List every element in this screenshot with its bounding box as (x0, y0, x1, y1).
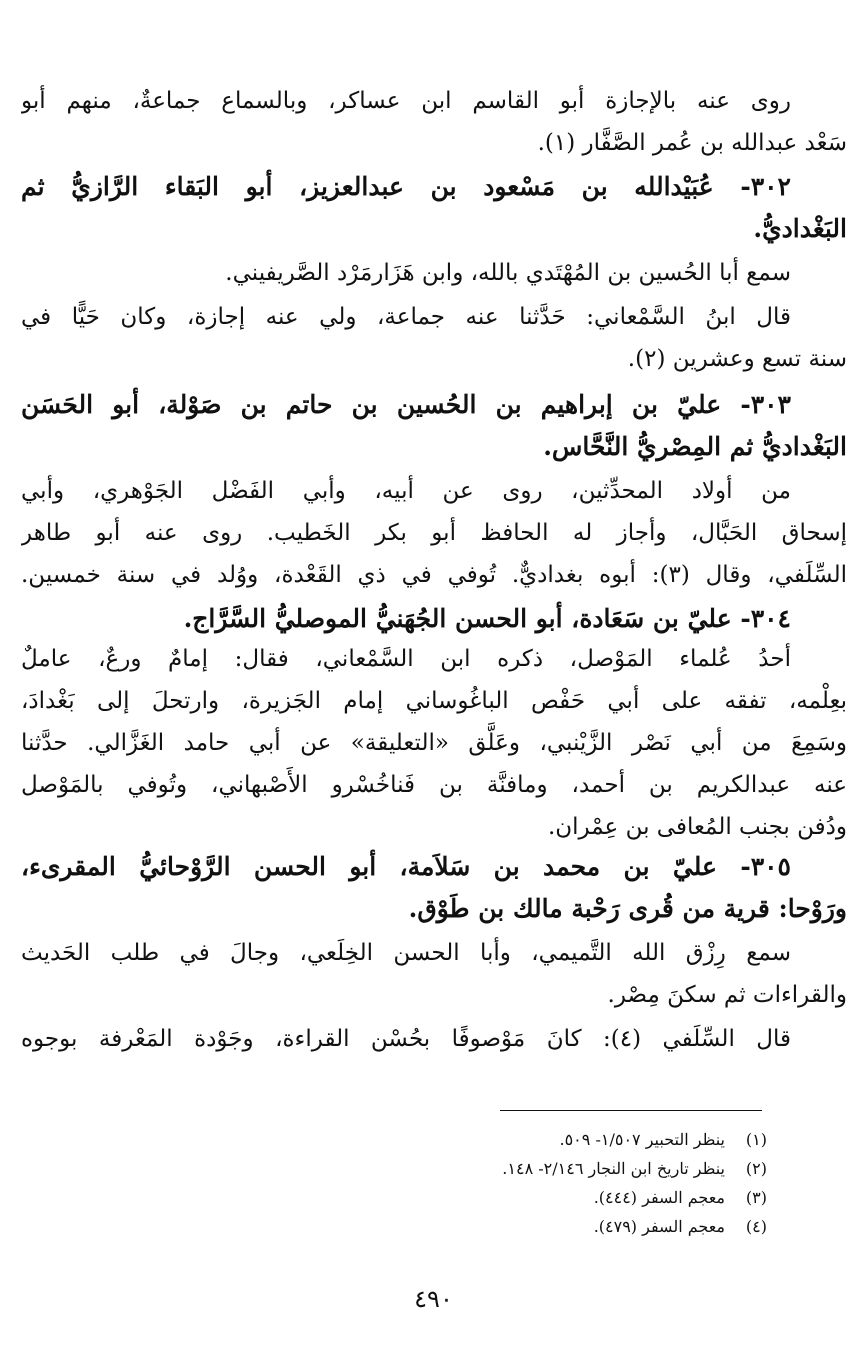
footnotes (167, 1125, 767, 1241)
text-line: السِّلَفي، وقال (٣): أبوه بغداديٌّ. تُوفي في ذي القَعْدة، ووُلد في سنة خمسين. (21, 562, 847, 588)
text-line: قال ابنُ السَّمْعاني: حَدَّثنا عنه جماعة، ولي عنه إجازة، وكان حَيًّا في (21, 304, 791, 330)
footnote-text: معجم السفر (٤٤٤). (593, 1188, 725, 1207)
text-line: ودُفن بجنب المُعافى بن عِمْران. (547, 814, 847, 840)
text-line: عنه عبدالكريم بن أحمد، ومافنَّة بن فَناخُسْرو الأَصْبهاني، وتُوفي بالمَوْصل (21, 772, 847, 798)
entry-heading-305 (21, 846, 847, 930)
footnote-divider (500, 1110, 762, 1111)
footnote-number: (١) (745, 1130, 767, 1149)
text-line: من أولاد المحدِّثين، روى عن أبيه، وأبي الفَضْل الجَوْهري، وأبي (21, 478, 791, 504)
text-line: أحدُ عُلماء المَوْصل، ذكره ابن السَّمْعاني، فقال: إمامٌ ورعٌ، عاملٌ (21, 646, 791, 672)
paragraph (21, 252, 847, 294)
paragraph (21, 296, 847, 380)
footnote (167, 1183, 767, 1212)
heading-line: ٣٠٢- عُبَيْدالله بن مَسْعود بن عبدالعزيز، أبو البَقاء الرَّازيُّ ثم (21, 172, 791, 201)
text-line: سَعْد عبدالله بن عُمر الصَّفَّار (١). (537, 130, 847, 156)
footnote (167, 1154, 767, 1183)
footnote-number: (٤) (745, 1217, 767, 1236)
heading-line: ٣٠٥- عليّ بن محمد بن سَلاَمة، أبو الحسن الرَّوْحائيُّ المقرىء، (21, 852, 791, 881)
footnote-text: ينظر التحبير ١/٥٠٧- ٥٠٩. (559, 1130, 725, 1149)
entry-heading-302 (21, 166, 847, 250)
text-line: والقراءات ثم سكنَ مِصْر. (607, 982, 847, 1008)
paragraph (21, 1018, 847, 1060)
entry-heading-303 (21, 384, 847, 468)
text-line: قال السِّلَفي (٤): كانَ مَوْصوفًا بحُسْن القراءة، وجَوْدة المَعْرفة بوجوه (21, 1026, 791, 1052)
text-line: روى عنه بالإجازة أبو القاسم ابن عساكر، وبالسماع جماعةٌ، منهم أبو (21, 88, 791, 114)
footnote-text: ينظر تاريخ ابن النجار ٢/١٤٦- ١٤٨. (502, 1159, 725, 1178)
footnote-number: (٣) (745, 1188, 767, 1207)
text-line: إسحاق الحَبَّال، وأجاز له الحافظ أبو بكر الخَطيب. روى عنه أبو طاهر (21, 520, 847, 546)
text-line: سمع رِزْق الله التَّميمي، وأبا الحسن الخِلَعي، وجالَ في طلب الحَديث (21, 940, 791, 966)
text-line: وسَمِعَ من أبي نَصْر الزَّيْنبي، وعَلَّق «التعليقة» عن أبي حامد الغَزَّالي. حدَّثنا (21, 730, 847, 756)
text-line: بعِلْمه، تفقه على أبي حَفْص الباغُوساني إمام الجَزيرة، وارتحلَ إلى بَغْدادَ، (21, 688, 847, 714)
footnote-number: (٢) (745, 1159, 767, 1178)
footnote (167, 1212, 767, 1241)
heading-line: ٣٠٣- عليّ بن إبراهيم بن الحُسين بن حاتم بن صَوْلة، أبو الحَسَن (21, 390, 791, 419)
text-line: سمع أبا الحُسين بن المُهْتَدي بالله، وابن هَزَارمَرْد الصَّريفيني. (225, 260, 791, 286)
heading-line: ورَوْحا: قرية من قُرى رَحْبة مالك بن طَوْق. (408, 894, 847, 923)
paragraph (21, 932, 847, 1016)
paragraph (21, 470, 847, 596)
heading-line: البَغْداديُّ. (753, 214, 847, 243)
footnote-text: معجم السفر (٤٧٩). (593, 1217, 725, 1236)
paragraph (21, 638, 847, 848)
page-number: ٤٩٠ (414, 1285, 453, 1313)
heading-line: ٣٠٤- عليّ بن سَعَادة، أبو الحسن الجُهَنيُّ الموصليُّ السَّرَّاج. (183, 604, 791, 633)
footnote (167, 1125, 767, 1154)
paragraph (21, 80, 847, 164)
heading-line: البَغْداديُّ ثم المِصْريُّ النَّحَّاس. (543, 432, 847, 461)
entry-heading-304 (21, 598, 847, 640)
text-line: سنة تسع وعشرين (٢). (627, 346, 847, 372)
